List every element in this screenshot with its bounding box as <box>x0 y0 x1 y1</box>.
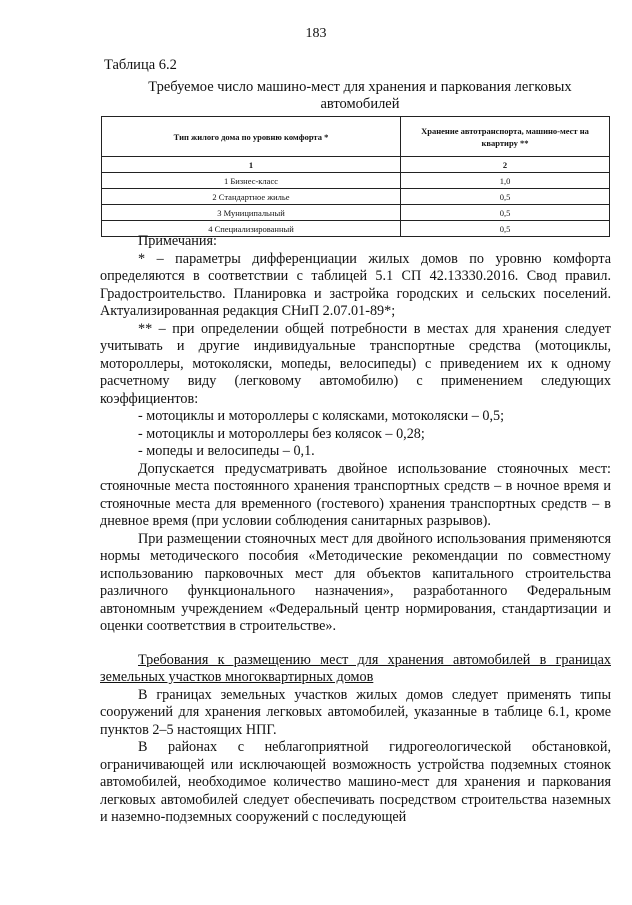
paragraph-types: В границах земельных участков жилых домов следует применять типы сооружений для хранения легковых автомобилей, указанные в таблице 6.1, кроме пунктов 2–5 настоящих НПГ. <box>100 686 611 738</box>
table-row <box>102 189 610 205</box>
notes-title: Примечания: <box>138 233 217 249</box>
header-parking-places: Хранение автотранспорта, машино-мест на квартиру ** <box>401 117 610 157</box>
row-value: 0,5 <box>401 221 610 237</box>
column-number: 2 <box>401 157 610 173</box>
paragraph-dual-use: Допускается предусматривать двойное использование стояночных мест: стояночные места постоянного хранения транспортных средств – в ночное время и стояночные места для временного (гостевого) хранения транспортных средств – в дневное время (при условии соблюдения санитарных разрывов). <box>100 460 611 529</box>
parking-table <box>101 116 610 237</box>
row-value: 0,5 <box>401 189 610 205</box>
column-number: 1 <box>102 157 401 173</box>
table-row <box>102 173 610 189</box>
row-type: 4 Специализированный <box>102 221 401 237</box>
row-value: 1,0 <box>401 173 610 189</box>
table-row <box>102 205 610 221</box>
row-type: 3 Муниципальный <box>102 205 401 221</box>
note-vehicles: ** – при определении общей потребности в местах для хранения следует учитывать и другие индивидуальные транспортные средства (мотоциклы, мотороллеры, мотоколяски, мопеды, велосипеды) с приведением их к одному расчетному виду (легковому автомобилю) с применением следующих коэффициентов: <box>100 320 611 407</box>
note-comfort: * – параметры дифференциации жилых домов по уровню комфорта определяются в соответствии с таблицей 5.1 СП 42.13330.2016. Свод правил. Градостроительство. Планировка и застройка городских и сельских поселений. Актуализированная редакция СНиП 2.07.01-89*; <box>100 250 611 319</box>
table-caption: Требуемое число машино-мест для хранения и паркования легковых автомобилей <box>148 79 572 112</box>
coefficient-item: - мопеды и велосипеды – 0,1. <box>138 443 315 459</box>
header-comfort-type: Тип жилого дома по уровню комфорта * <box>102 117 401 157</box>
paragraph-methodical: При размещении стояночных мест для двойного использования применяются нормы методического пособия «Методические рекомендации по совместному использованию парковочных мест для объектов капитального строительства различного функционального назначения», разработанного Федеральным автономным учреждением «Федеральный центр нормирования, стандартизации и оценки соответствия в строительстве». <box>100 530 611 634</box>
table-header-row <box>102 117 610 157</box>
table-label: Таблица 6.2 <box>104 57 177 73</box>
section-heading: Требования к размещению мест для хранения автомобилей в границах земельных участков многоквартирных домов <box>100 651 611 685</box>
row-value: 0,5 <box>401 205 610 221</box>
row-type: 1 Бизнес-класс <box>102 173 401 189</box>
row-type: 2 Стандартное жилье <box>102 189 401 205</box>
coefficient-item: - мотоциклы и мотороллеры без колясок – 0,28; <box>138 425 425 442</box>
coefficient-item: - мотоциклы и мотороллеры с колясками, мотоколяски – 0,5; <box>138 408 505 424</box>
page-number: 183 <box>305 26 327 41</box>
document-body <box>100 233 611 827</box>
table-number-row <box>102 157 610 173</box>
paragraph-hydro: В районах с неблагоприятной гидрогеологической обстановкой, ограничивающей или исключающей возможность устройства подземных стоянок автомобилей, необходимое количество машино-мест для хранения и паркования легковых автомобилей следует обеспечивать посредством строительства наземных и наземно-подземных сооружений с последующей <box>100 739 611 825</box>
